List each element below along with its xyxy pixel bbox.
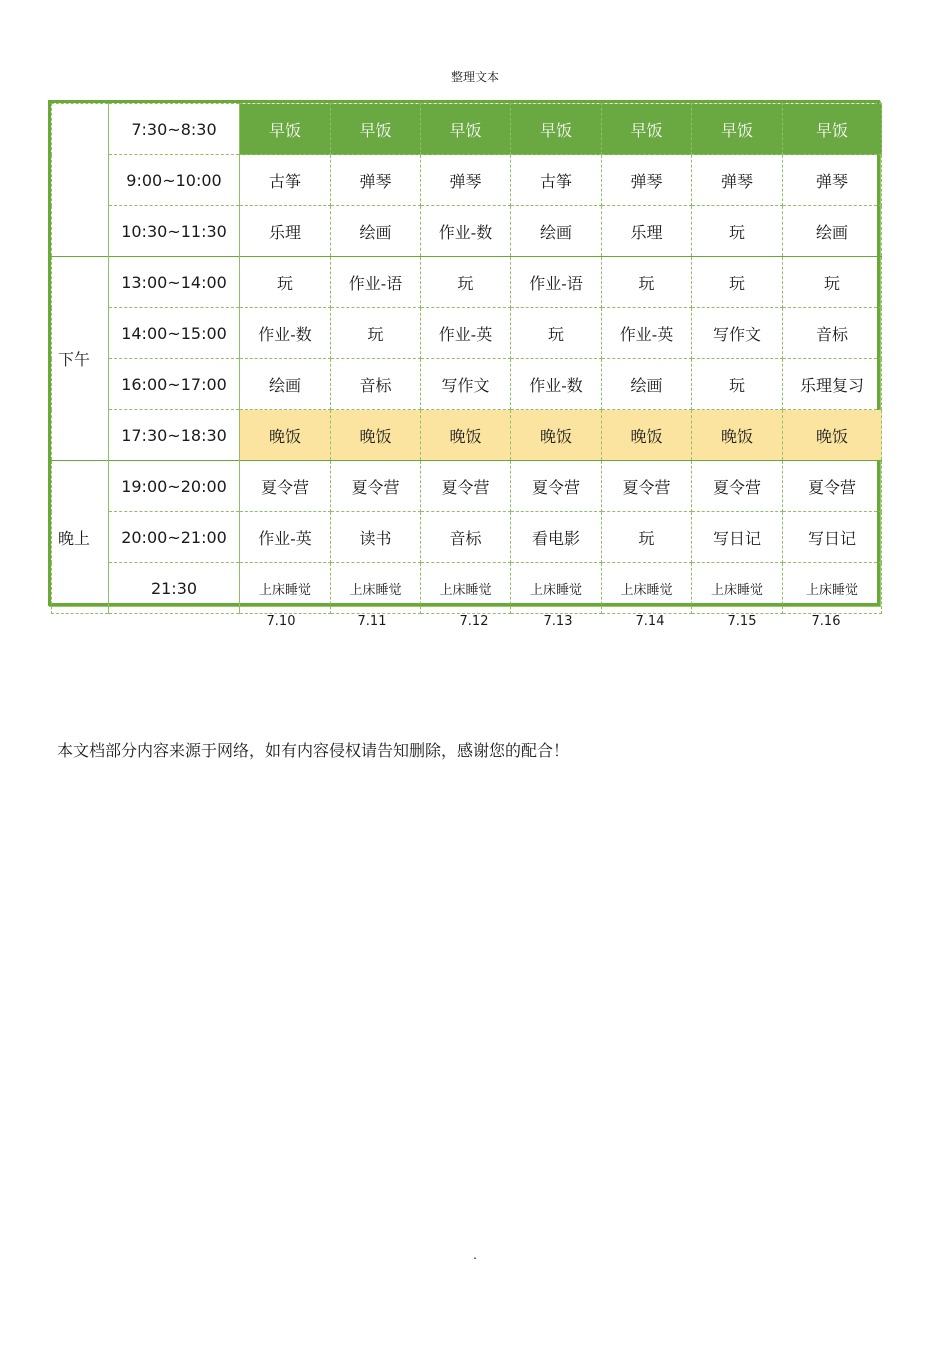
schedule-table-frame [48,100,880,606]
activity-cell: 晚饭 [511,410,602,461]
activity-cell: 玩 [692,206,783,257]
activity-cell: 夏令营 [421,461,511,512]
date-label: 7.10 [266,614,296,629]
activity-cell: 早饭 [240,104,331,155]
schedule-row [52,155,882,206]
activity-cell: 弹琴 [692,155,783,206]
date-label: 7.13 [543,614,573,629]
time-slot: 9:00~10:00 [109,155,240,206]
activity-cell: 上床睡觉 [331,563,421,614]
activity-cell: 古筝 [511,155,602,206]
schedule-row [52,308,882,359]
activity-cell: 音标 [421,512,511,563]
activity-cell: 夏令营 [240,461,331,512]
activity-cell: 乐理 [240,206,331,257]
activity-cell: 夏令营 [783,461,882,512]
activity-cell: 玩 [602,257,692,308]
activity-cell: 绘画 [240,359,331,410]
activity-cell: 玩 [783,257,882,308]
page-header-title: 整理文本 [450,70,499,84]
activity-cell: 写作文 [421,359,511,410]
activity-cell: 作业-数 [240,308,331,359]
activity-cell: 绘画 [602,359,692,410]
time-slot: 21:30 [109,563,240,614]
activity-cell: 绘画 [331,206,421,257]
activity-cell: 作业-英 [240,512,331,563]
time-slot: 20:00~21:00 [109,512,240,563]
activity-cell: 夏令营 [602,461,692,512]
schedule-row [52,563,882,614]
date-label: 7.12 [459,614,489,629]
period-label: 下午 [52,257,109,461]
activity-cell: 夏令营 [692,461,783,512]
activity-cell: 看电影 [511,512,602,563]
time-slot: 7:30~8:30 [109,104,240,155]
activity-cell: 写作文 [692,308,783,359]
time-slot: 13:00~14:00 [109,257,240,308]
date-label: 7.11 [357,614,387,629]
activity-cell: 作业-语 [511,257,602,308]
activity-cell: 作业-英 [421,308,511,359]
time-slot: 14:00~15:00 [109,308,240,359]
activity-cell: 玩 [331,308,421,359]
schedule-row [52,461,882,512]
period-label [52,104,109,257]
activity-cell: 作业-数 [421,206,511,257]
activity-cell: 玩 [240,257,331,308]
activity-cell: 弹琴 [331,155,421,206]
time-slot: 10:30~11:30 [109,206,240,257]
activity-cell: 读书 [331,512,421,563]
time-slot: 19:00~20:00 [109,461,240,512]
activity-cell: 夏令营 [331,461,421,512]
activity-cell: 绘画 [783,206,882,257]
schedule-row [52,206,882,257]
activity-cell: 上床睡觉 [511,563,602,614]
activity-cell: 玩 [602,512,692,563]
activity-cell: 玩 [511,308,602,359]
activity-cell: 早饭 [783,104,882,155]
schedule-row [52,512,882,563]
activity-cell: 晚饭 [331,410,421,461]
activity-cell: 作业-英 [602,308,692,359]
activity-cell: 晚饭 [421,410,511,461]
activity-cell: 上床睡觉 [240,563,331,614]
activity-cell: 绘画 [511,206,602,257]
activity-cell: 上床睡觉 [783,563,882,614]
activity-cell: 玩 [421,257,511,308]
activity-cell: 玩 [692,359,783,410]
page-marker: . [473,1248,477,1262]
activity-cell: 上床睡觉 [692,563,783,614]
date-row [0,614,950,632]
activity-cell: 音标 [783,308,882,359]
activity-cell: 早饭 [602,104,692,155]
schedule-body [52,104,882,614]
activity-cell: 玩 [692,257,783,308]
activity-cell: 夏令营 [511,461,602,512]
footer-disclaimer: 本文档部分内容来源于网络，如有内容侵权请告知删除，感谢您的配合！ [57,741,570,760]
date-label: 7.15 [727,614,757,629]
schedule-row [52,410,882,461]
activity-cell: 乐理 [602,206,692,257]
activity-cell: 晚饭 [692,410,783,461]
activity-cell: 弹琴 [421,155,511,206]
activity-cell: 早饭 [331,104,421,155]
activity-cell: 弹琴 [783,155,882,206]
period-label: 晚上 [52,461,109,614]
activity-cell: 乐理复习 [783,359,882,410]
activity-cell: 晚饭 [240,410,331,461]
activity-cell: 作业-数 [511,359,602,410]
time-slot: 16:00~17:00 [109,359,240,410]
activity-cell: 晚饭 [602,410,692,461]
activity-cell: 上床睡觉 [602,563,692,614]
schedule-row [52,104,882,155]
activity-cell: 早饭 [692,104,783,155]
activity-cell: 早饭 [511,104,602,155]
date-label: 7.16 [811,614,841,629]
activity-cell: 写日记 [783,512,882,563]
activity-cell: 写日记 [692,512,783,563]
date-label: 7.14 [635,614,665,629]
activity-cell: 古筝 [240,155,331,206]
activity-cell: 晚饭 [783,410,882,461]
schedule-row [52,359,882,410]
activity-cell: 弹琴 [602,155,692,206]
activity-cell: 作业-语 [331,257,421,308]
activity-cell: 音标 [331,359,421,410]
activity-cell: 上床睡觉 [421,563,511,614]
schedule-row [52,257,882,308]
schedule-table [51,103,882,614]
activity-cell: 早饭 [421,104,511,155]
time-slot: 17:30~18:30 [109,410,240,461]
